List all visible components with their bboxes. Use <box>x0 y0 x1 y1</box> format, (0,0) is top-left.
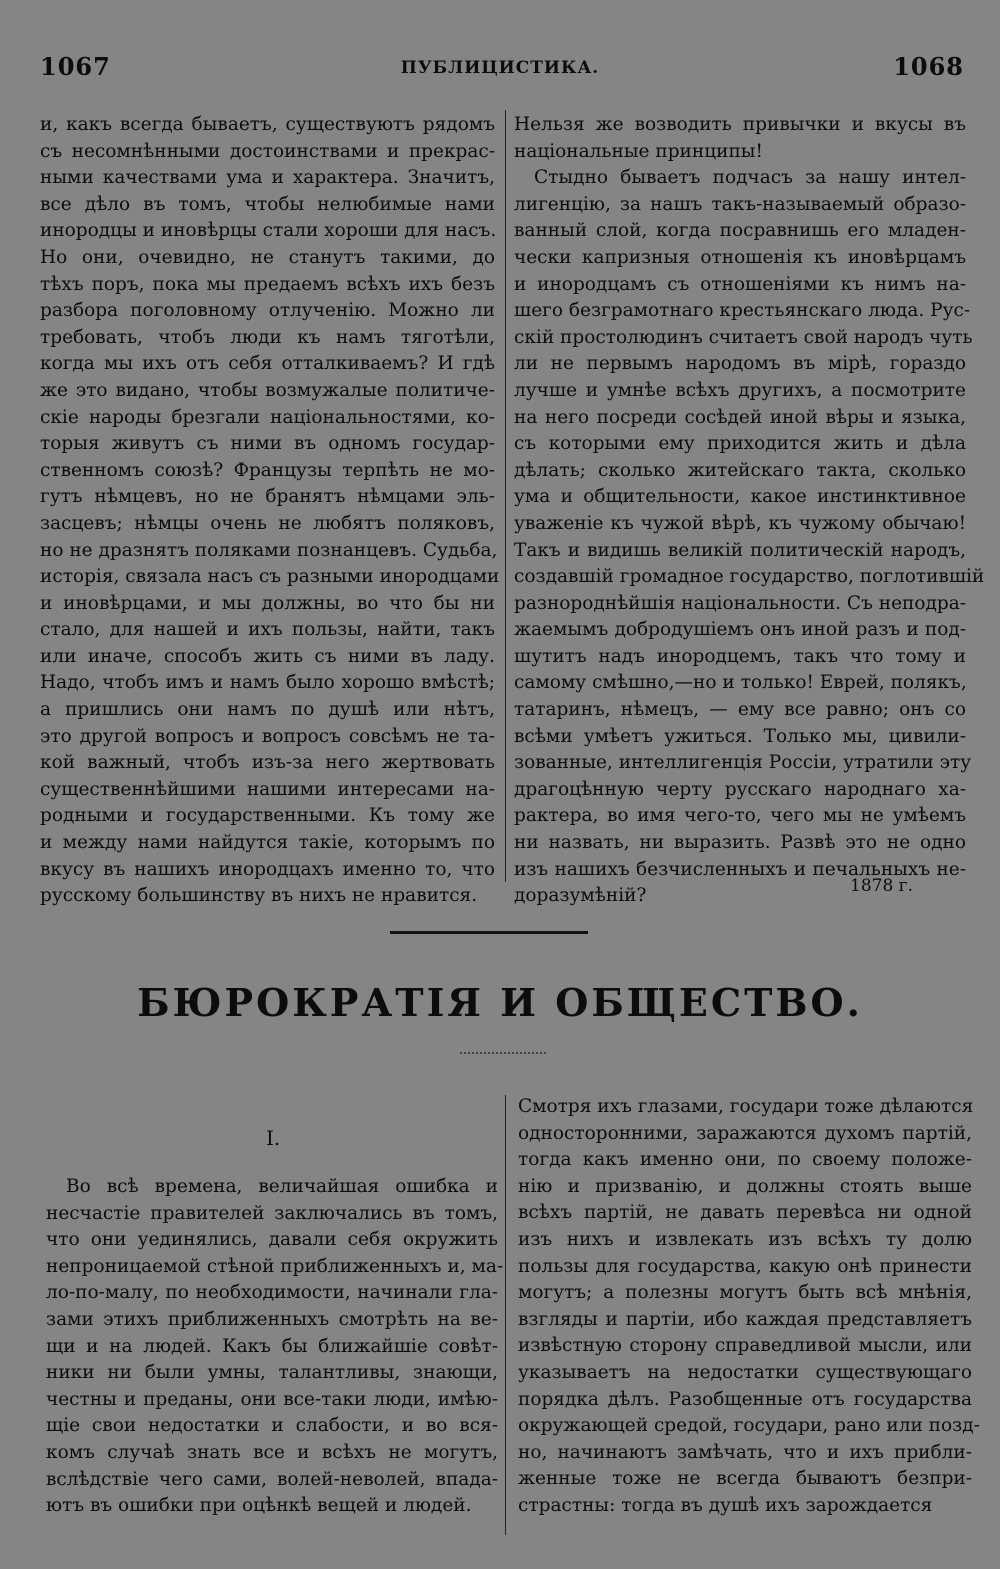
column-divider <box>505 110 506 882</box>
text-line: лучше и умнѣе всѣхъ другихъ, а посмотрите <box>514 379 966 401</box>
text-line: зами этихъ приближенныхъ смотрѣть на ве- <box>46 1308 498 1330</box>
text-line: но не дразнятъ поляками познанцевъ. Судьба, <box>40 539 498 561</box>
text-line: національные принципы! <box>514 140 763 162</box>
text-line: ными качествами ума и характера. Значитъ, <box>40 167 495 189</box>
text-line: инородцы и иновѣрцы стали хороши для насъ. <box>40 220 497 242</box>
text-line: создавшій громадное государство, поглотившій <box>514 566 985 588</box>
text-line: чески капризныя отношенія къ иновѣрцамъ <box>514 246 966 268</box>
text-line: засцевъ; нѣмцы очень не любятъ поляковъ, <box>40 512 495 534</box>
text-line: извѣстную сторону справедливой мысли, или <box>518 1335 972 1357</box>
text-line: тогда какъ именно они, по своему положе- <box>518 1149 972 1171</box>
text-line: изъ нихъ и извлекать изъ всѣхъ ту долю <box>518 1228 972 1250</box>
text-line: порядка дѣлъ. Разобщенные отъ государства <box>518 1388 972 1410</box>
upper-right-column <box>514 112 985 910</box>
text-line: жаемымъ добродушіемъ онъ иной разъ и под- <box>514 619 966 641</box>
text-line: Нельзя же возводить привычки и вкусы въ <box>514 114 966 135</box>
text-line: Такъ и видишь великій политическій народъ, <box>514 539 966 561</box>
text-line: и, какъ всегда бываетъ, существуютъ рядомъ <box>40 114 495 135</box>
text-line: ванный слой, когда посравнишь его младен- <box>514 220 966 242</box>
text-line: непроницаемой стѣной приближенныхъ и, ма- <box>46 1255 504 1277</box>
text-line: съ несомнѣнными достоинствами и прекрас- <box>40 140 495 162</box>
text-line: исторія, связала насъ съ разными инородцами <box>40 566 500 588</box>
text-line: нію и призванію, и должны стоять выше <box>518 1175 972 1197</box>
text-line: дѣлать; сколько житейскаго такта, сколько <box>514 459 966 481</box>
text-line: шего безграмотнаго крестьянскаго люда. Рус- <box>514 300 971 322</box>
text-line: торыя живутъ съ ними въ одномъ государ- <box>40 433 495 455</box>
text-line: доразумѣній? <box>514 885 647 907</box>
text-line: татаринъ, нѣмецъ, — ему все равно; онъ со <box>514 699 966 721</box>
text-line: шутитъ надъ инородцемъ, такъ что тому и <box>514 645 966 667</box>
text-line: самому смѣшно,—но и только! Еврей, полякъ, <box>514 672 967 694</box>
text-line: рактера, во имя чего-то, чего мы не умѣемъ <box>514 805 966 827</box>
text-line: лигенцію, за нашъ такъ-называемый образо- <box>514 193 966 215</box>
column-divider-lower <box>505 1095 506 1535</box>
text-line: и инородцамъ съ отношеніями къ нимъ на- <box>514 273 966 295</box>
text-line: щіе свои недостатки и слабости, и во вся- <box>46 1415 498 1437</box>
text-line: Стыдно бываетъ подчасъ за нашу интел- <box>534 167 966 189</box>
upper-left-column <box>40 112 500 910</box>
text-line: скій простолюдинъ считаетъ свой народъ чуть <box>514 326 973 348</box>
text-line: пользы для государства, какую онѣ принести <box>518 1255 972 1277</box>
text-line: а пришлись они намъ по душѣ или нѣтъ, <box>40 699 495 721</box>
page-number-left: 1067 <box>40 52 111 81</box>
section-rule <box>390 931 588 934</box>
text-line: скіе народы брезгали національностями, ко- <box>40 406 495 428</box>
text-line: всѣми умѣетъ ужиться. Только мы, цивили- <box>514 725 966 747</box>
text-line: кой важный, чтобъ изъ-за него жертвовать <box>40 752 495 774</box>
text-line: ни назвать, ни выразить. Развѣ это не одно <box>514 832 966 854</box>
text-line: могутъ; а полезны могутъ быть всѣ мнѣнія, <box>518 1282 972 1304</box>
text-line: вслѣдствіе чего сами, волей-неволей, впада- <box>46 1468 498 1490</box>
text-line: Смотря ихъ глазами, государи тоже дѣлаются <box>518 1096 974 1117</box>
text-line: родными и государственными. Къ тому же <box>40 805 495 827</box>
text-line: или иначе, способъ жить съ ними въ ладу. <box>40 645 495 667</box>
text-line: Но они, очевидно, не станутъ такими, до <box>40 246 495 268</box>
text-line: требовать, чтобъ люди къ намъ тяготѣли, <box>40 326 495 348</box>
text-line: уваженіе къ чужой вѣрѣ, къ чужому обычаю! <box>514 512 966 534</box>
text-line: съ которыми ему приходится жить и дѣла <box>514 433 966 455</box>
section-number: I. <box>266 1126 281 1150</box>
text-line: щи и на людей. Какъ бы ближайшіе совѣт- <box>46 1335 498 1357</box>
text-line: тѣхъ поръ, пока мы предаемъ всѣхъ ихъ безъ <box>40 273 495 295</box>
text-line: женные тоже не всегда бываютъ безпри- <box>518 1468 972 1490</box>
running-header: ПУБЛИЦИСТИКА. <box>400 58 600 78</box>
text-line: разнороднѣйшія національности. Съ неподра- <box>514 592 967 614</box>
text-line: честны и преданы, они все-таки люди, имѣю- <box>46 1388 498 1410</box>
text-line: русскому большинству въ нихъ не нравится. <box>40 885 478 907</box>
text-line: стало, для нашей и ихъ пользы, найти, такъ <box>40 619 495 641</box>
article-date: 1878 г. <box>850 876 913 896</box>
text-line: окружающей средой, государи, рано или позд- <box>518 1415 980 1437</box>
text-line: зованные, интеллигенція Россіи, утратили эту <box>514 752 972 774</box>
text-line: ума и общительности, какое инстинктивное <box>514 486 966 508</box>
text-line: ники ни были умны, талантливы, знающи, <box>46 1362 498 1384</box>
text-line: односторонними, заражаются духомъ партій, <box>518 1122 972 1144</box>
text-line: вкусу въ нашихъ инородцахъ именно то, что <box>40 858 495 880</box>
text-line: ло-по-малу, по необходимости, начинали гла- <box>46 1282 498 1304</box>
text-line: существеннѣйшими нашими интересами на- <box>40 778 495 800</box>
article-title: БЮРОКРАТІЯ И ОБЩЕСТВО. <box>137 980 863 1025</box>
text-line: ютъ въ ошибки при оцѣнкѣ вещей и людей. <box>46 1495 472 1517</box>
text-line: ственномъ союзѣ? Французы терпѣть не мо- <box>40 459 495 481</box>
article-left-column <box>46 1174 504 1520</box>
text-line: же это видано, чтобы возмужалые политиче- <box>40 379 495 401</box>
text-line: и между нами найдутся такіе, которымъ по <box>40 832 495 854</box>
article-right-column <box>518 1094 980 1520</box>
text-line: на него посреди сосѣдей иной вѣры и языка, <box>514 406 966 428</box>
text-line: это другой вопросъ и вопросъ совсѣмъ не та- <box>40 725 495 747</box>
text-line: указываетъ на недостатки существующаго <box>518 1361 972 1383</box>
text-line: драгоцѣнную черту русскаго народнаго ха- <box>514 778 966 800</box>
text-line: гутъ нѣмцевъ, но не бранятъ нѣмцами эль- <box>40 486 495 508</box>
text-line: но, начинаютъ замѣчать, что и ихъ прибли- <box>518 1441 972 1463</box>
text-line: страстны: тогда въ душѣ ихъ зарождается <box>518 1494 933 1516</box>
text-line: Во всѣ времена, величайшая ошибка и <box>66 1176 498 1197</box>
page-number-right: 1068 <box>893 52 964 81</box>
text-line: что они уединялись, давали себя окружить <box>46 1229 498 1251</box>
text-line: всѣхъ партій, не давать перевѣса ни одной <box>518 1202 972 1224</box>
text-line: изъ нашихъ безчисленныхъ и печальныхъ не- <box>514 858 966 880</box>
text-line: взгляды и партіи, ибо каждая представляетъ <box>518 1308 972 1330</box>
text-line: когда мы ихъ отъ себя отталкиваемъ? И гдѣ <box>40 353 495 375</box>
text-line: все дѣло въ томъ, чтобы нелюбимые нами <box>40 193 495 215</box>
text-line: Надо, чтобъ имъ и намъ было хорошо вмѣстѣ; <box>40 672 495 694</box>
title-ornament <box>460 1052 546 1055</box>
text-line: ли не первымъ народомъ въ мірѣ, гораздо <box>514 353 966 375</box>
text-line: несчастіе правителей заключались въ томъ, <box>46 1202 498 1224</box>
text-line: разбора поголовному отлученію. Можно ли <box>40 300 495 322</box>
text-line: комъ случаѣ знать все и всѣхъ не могутъ, <box>46 1441 498 1463</box>
text-line: и иновѣрцами, и мы должны, во что бы ни <box>40 592 495 614</box>
